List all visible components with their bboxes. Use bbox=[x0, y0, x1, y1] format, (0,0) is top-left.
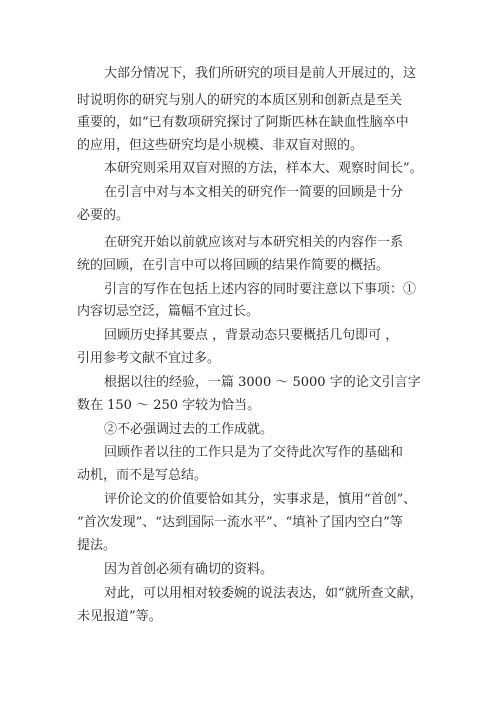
line-text: 根据以往的经验，一篇 3000 ～ 5000 字的论文引言字 bbox=[104, 375, 421, 390]
text-line bbox=[0, 157, 500, 181]
line-text: 引言的写作在包括上述内容的同时要注意以下事项：① bbox=[104, 282, 417, 297]
line-text: 引用参考文献不宜过多。 bbox=[77, 351, 221, 366]
text-line bbox=[0, 111, 500, 135]
text-line bbox=[0, 254, 500, 278]
text-line bbox=[0, 181, 500, 205]
text-line bbox=[0, 278, 500, 302]
text-line bbox=[0, 418, 500, 442]
line-text: 动机，而不是写总结。 bbox=[77, 468, 208, 483]
line-text: 统的回顾，在引言中可以将回顾的结果作简要的概括。 bbox=[77, 258, 390, 273]
line-text: ②不必强调过去的工作成就。 bbox=[104, 422, 274, 437]
text-line bbox=[0, 534, 500, 558]
text-line bbox=[0, 582, 500, 606]
line-text: 回顾作者以往的工作只是为了交待此次写作的基础和 bbox=[104, 445, 404, 460]
text-line bbox=[0, 89, 500, 113]
line-text: 时说明你的研究与别人的研究的本质区别和创新点是至关 bbox=[77, 93, 403, 108]
text-line bbox=[0, 134, 500, 158]
line-text: 在研究开始以前就应该对与本研究相关的内容作一系 bbox=[104, 235, 404, 250]
text-line bbox=[0, 441, 500, 465]
line-text: 未见报道”等。 bbox=[77, 609, 162, 624]
text-line bbox=[0, 300, 500, 324]
text-line bbox=[0, 347, 500, 371]
text-line bbox=[0, 324, 500, 348]
line-text: 必要的。 bbox=[77, 208, 130, 223]
text-line bbox=[0, 488, 500, 512]
line-text: 评价论文的价值要恰如其分，实事求是，慎用“首创”、 bbox=[104, 492, 417, 507]
text-line bbox=[0, 464, 500, 488]
line-text: 提法。 bbox=[77, 538, 117, 553]
line-text: 回顾历史择其要点 ，背景动态只要概括几句即可 ， bbox=[104, 328, 399, 343]
line-text: 因为首创必须有确切的资料。 bbox=[104, 562, 274, 577]
line-text: 本研究则采用双盲对照的方法，样本大、观察时间长”。 bbox=[104, 161, 423, 176]
line-text: “首次发现”、“达到国际一流水平”、“填补了国内空白”等 bbox=[77, 515, 403, 530]
line-text: 对此，可以用相对较委婉的说法表达，如“就所查文献， bbox=[104, 586, 423, 601]
line-text: 重要的，如“已有数项研究探讨了阿斯匹林在缺血性脑卒中 bbox=[77, 115, 409, 130]
line-text: 在引言中对与本文相关的研究作一简要的回顾是十分 bbox=[104, 185, 404, 200]
line-text: 大部分情况下，我们所研究的项目是前人开展过的，这 bbox=[104, 66, 417, 81]
text-line bbox=[0, 62, 500, 86]
text-line bbox=[0, 231, 500, 255]
text-line bbox=[0, 371, 500, 395]
line-text: 内容切忌空泛，篇幅不宜过长。 bbox=[77, 304, 260, 319]
text-line bbox=[0, 394, 500, 418]
text-line bbox=[0, 558, 500, 582]
text-line bbox=[0, 204, 500, 228]
line-text: 的应用，但这些研究均是小规模、非双盲对照的。 bbox=[77, 138, 364, 153]
line-text: 数在 150 ～ 250 字较为恰当。 bbox=[77, 398, 261, 413]
text-line bbox=[0, 511, 500, 535]
text-line bbox=[0, 605, 500, 629]
